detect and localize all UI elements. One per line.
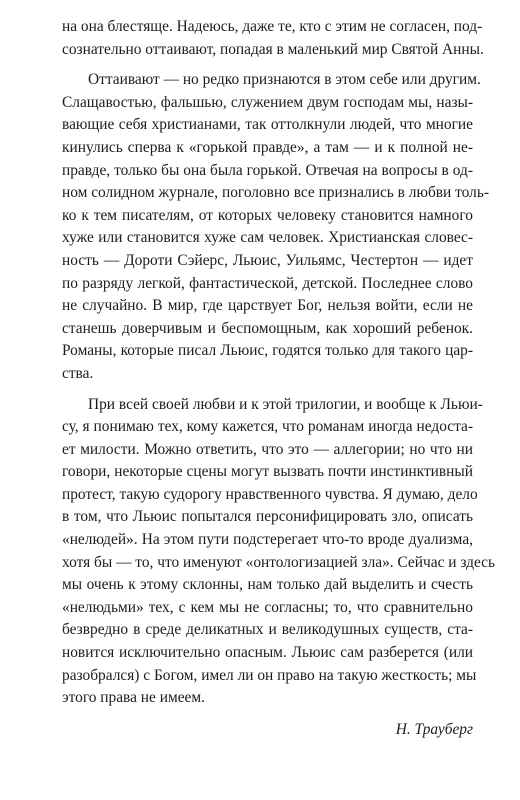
text-line: кинулись сперва к «горькой правде», а там — и к полной не- [62, 138, 473, 156]
text-line: этого права не имеем. [62, 689, 205, 707]
text-line: ко к тем писателям, от которых человеку становится намного [62, 206, 473, 224]
author-signature: Н. Трауберг [395, 720, 473, 738]
paragraph-gap [62, 61, 473, 69]
text-line: хотя бы — то, что именуют «онтологизацией зла». Сейчас и здесь [62, 553, 496, 571]
text-line: ства. [62, 364, 94, 382]
text-line: ет милости. Можно ответить, что это — аллегории; но что ни [62, 440, 473, 458]
text-line: «нелюдей». На этом пути подстерегает что-то вроде дуализма, [62, 531, 473, 549]
text-line: разобрался) с Богом, имел ли он право на такую жесткость; мы [62, 666, 477, 684]
text-line: не случайно. В мир, где царствует Бог, нельзя войти, если не [62, 297, 473, 315]
text-line: безвредно в среде деликатных и великодушных существ, ста- [62, 621, 473, 639]
paragraph-1 [62, 16, 484, 61]
page-text [62, 16, 496, 741]
text-line: на она блестяще. Надеюсь, даже те, кто с этим не согласен, под- [62, 18, 483, 35]
text-line: станешь доверчивым и беспомощным, как хороший ребенок. [62, 319, 473, 337]
paragraph-2 [62, 69, 489, 385]
text-line: новится исключительно опасным. Льюис сам разберется (или [62, 644, 473, 662]
text-line: вающие себя христианами, так оттолкнули людей, что многие [62, 116, 473, 134]
text-line: ном солидном журнале, поголовно все признались в любви толь- [62, 184, 489, 202]
text-line: Романы, которые писал Льюис, годятся только для такого цар- [62, 342, 473, 360]
text-line: протест, такую судорогу нравственного чувства. Я думаю, дело [62, 485, 478, 503]
text-line: ность — Дороти Сэйерс, Льюис, Уильямс, Честертон — идет [62, 251, 473, 269]
paragraph-gap [62, 386, 473, 394]
text-line: в том, что Льюис попытался персонифицировать зло, описать [62, 508, 473, 526]
text-line: говори, некоторые сцены могут вызвать почти инстинктивный [62, 463, 473, 481]
text-line: по разряду легкой, фантастической, детской. Последнее слово [62, 274, 473, 292]
text-line: Оттаивают — но редко признаются в этом себе или другим. [88, 71, 481, 89]
paragraph-3 [62, 394, 496, 710]
text-line: «нелюдьми» тех, с кем мы не согласны; то, что сравнительно [62, 598, 473, 616]
text-line: Слащавостью, фальшью, служением двум господам мы, назы- [62, 93, 473, 111]
text-line: сознательно оттаивают, попадая в маленький мир Святой Анны. [62, 40, 484, 58]
text-line: мы очень к этому склонны, нам только дай выделить и счесть [62, 576, 473, 594]
text-line: правде, только бы она была горькой. Отвечая на вопросы в од- [62, 161, 473, 179]
text-line: су, я понимаю тех, кому кажется, что романам иногда недоста- [62, 418, 473, 436]
text-line: При всей своей любви и к этой трилогии, и вообще к Льюи- [88, 395, 483, 413]
text-line: хуже или становится хуже сам человек. Христианская словес- [62, 229, 473, 247]
